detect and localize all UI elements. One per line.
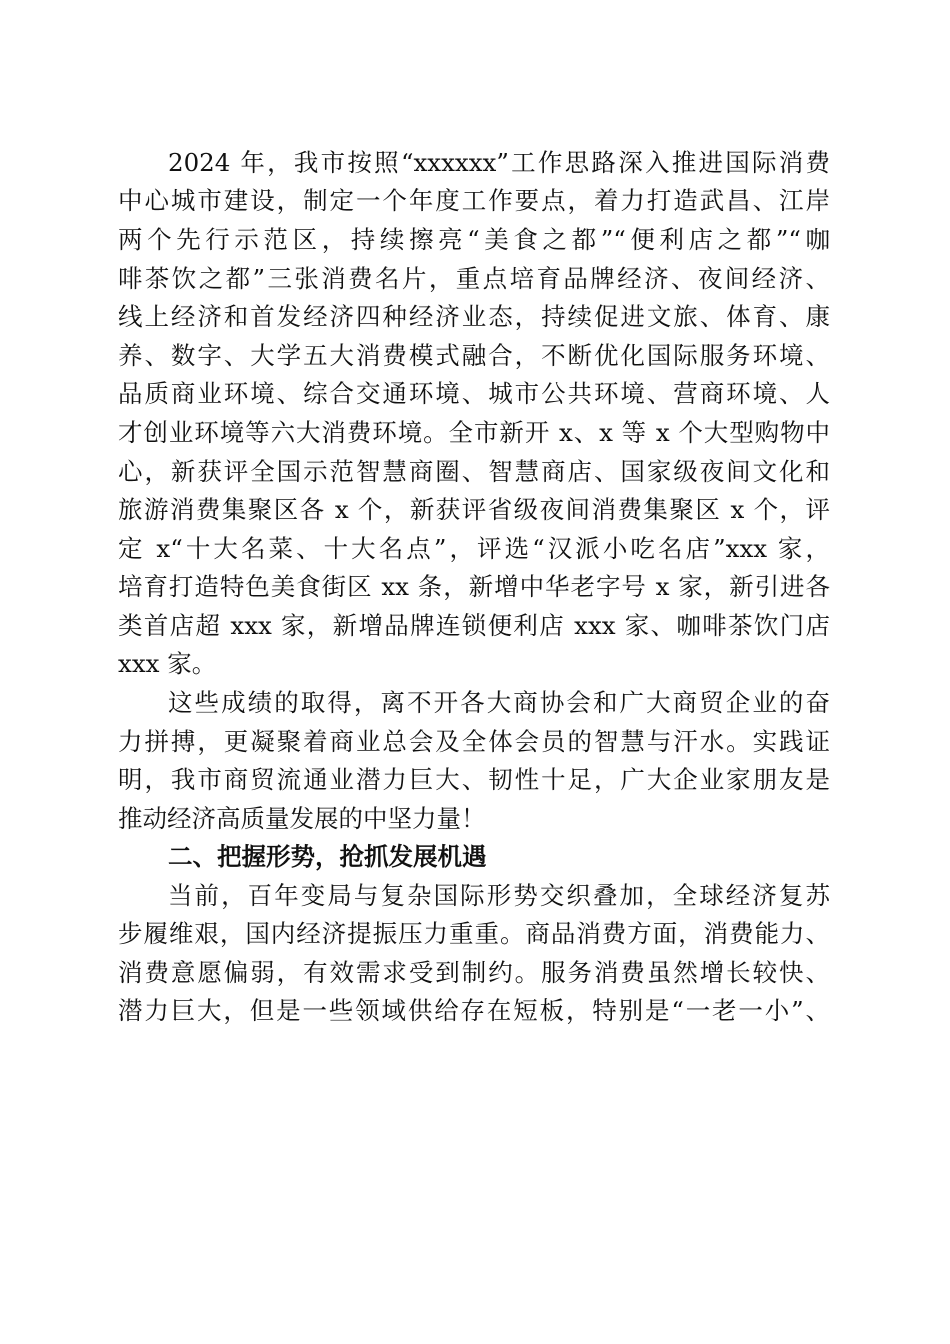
paragraph-line: 当前，百年变局与复杂国际形势交织叠加，全球经济复苏 — [168, 881, 830, 910]
paragraph-line: 线上经济和首发经济四种经济业态，持续促进文旅、体育、康 — [118, 302, 830, 331]
paragraph-line: 2024 年，我市按照“xxxxxx”工作思路深入推进国际消费 — [168, 148, 830, 177]
paragraph-line: 力拼搏，更凝聚着商业总会及全体会员的智慧与汗水。实践证 — [118, 727, 830, 756]
paragraph-line: 潜力巨大，但是一些领域供给存在短板，特别是“一老一小”、 — [118, 996, 830, 1025]
paragraph-line: 明，我市商贸流通业潜力巨大、韧性十足，广大企业家朋友是 — [118, 765, 830, 794]
paragraph-line: 步履维艰，国内经济提振压力重重。商品消费方面，消费能力、 — [118, 919, 830, 948]
paragraph-line: 推动经济高质量发展的中坚力量！ — [118, 804, 486, 833]
paragraph-line: 养、数字、大学五大消费模式融合，不断优化国际服务环境、 — [118, 341, 830, 370]
paragraph-line: 心，新获评全国示范智慧商圈、智慧商店、国家级夜间文化和 — [118, 457, 830, 486]
paragraph-line: 才创业环境等六大消费环境。全市新开 x、x 等 x 个大型购物中 — [118, 418, 830, 447]
paragraph-line: 两个先行示范区，持续擦亮“美食之都”“便利店之都”“咖 — [118, 225, 830, 254]
paragraph-line: 类首店超 xxx 家，新增品牌连锁便利店 xxx 家、咖啡茶饮门店 — [118, 611, 830, 640]
paragraph-line: 旅游消费集聚区各 x 个，新获评省级夜间消费集聚区 x 个，评 — [118, 495, 830, 524]
section-heading: 二、把握形势，抢抓发展机遇 — [168, 842, 487, 871]
paragraph-line: 定 x“十大名菜、十大名点”，评选“汉派小吃名店”xxx 家， — [118, 534, 830, 563]
paragraph-line: 消费意愿偏弱，有效需求受到制约。服务消费虽然增长较快、 — [118, 958, 830, 987]
paragraph-line: 中心城市建设，制定一个年度工作要点，着力打造武昌、江岸 — [118, 186, 830, 215]
paragraph-line: 这些成绩的取得，离不开各大商协会和广大商贸企业的奋 — [168, 688, 830, 717]
paragraph-line: 品质商业环境、综合交通环境、城市公共环境、营商环境、人 — [118, 379, 830, 408]
paragraph-line: 啡茶饮之都”三张消费名片，重点培育品牌经济、夜间经济、 — [118, 264, 830, 293]
paragraph-line: xxx 家。 — [118, 649, 217, 678]
paragraph-line: 培育打造特色美食街区 xx 条，新增中华老字号 x 家，新引进各 — [118, 572, 830, 601]
